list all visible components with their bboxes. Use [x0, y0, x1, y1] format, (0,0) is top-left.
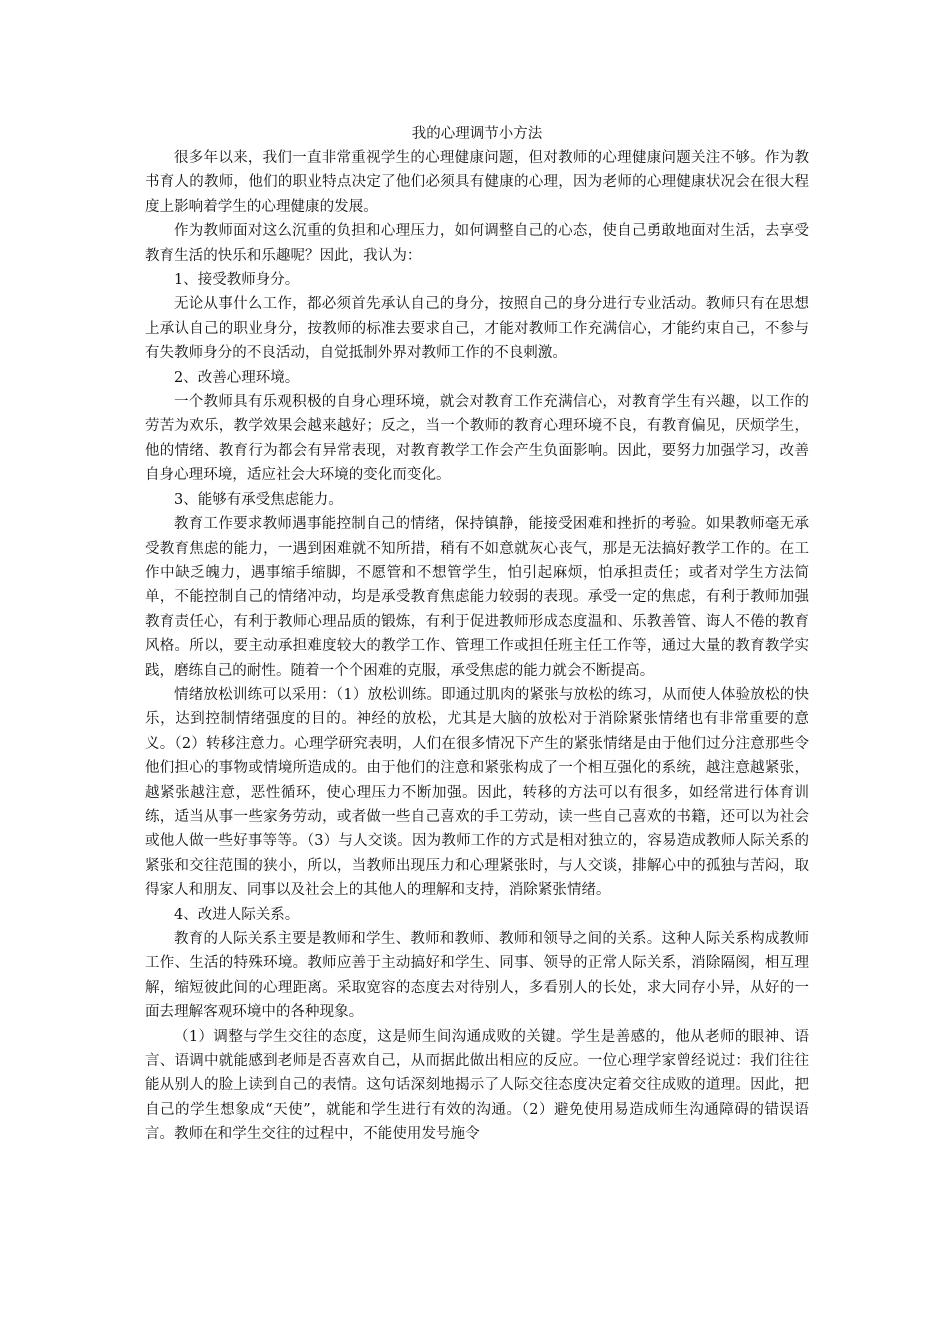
- paragraph-intro: 很多年以来，我们一直非常重视学生的心理健康问题，但对教师的心理健康问题关注不够。作为教书育人的教师，他们的职业特点决定了他们必须具有健康的心理，因为老师的心理健康状况会在很大程度上影响着学生的心理健康的发展。: [145, 150, 809, 215]
- section-heading-2: 2、改善心理环境。: [174, 369, 300, 386]
- document-title: 我的心理调节小方法: [411, 126, 543, 142]
- paragraph-relaxation: 情绪放松训练可以采用：（1）放松训练。即通过肌肉的紧张与放松的练习，从而使人体验放松的快乐，达到控制情绪强度的目的。神经的放松，尤其是大脑的放松对于消除紧张情绪也有非常重要的意义。（2）转移注意力。心理学研究表明，人们在很多情况下产生的紧张情绪是由于他们过分注意那些令他们担心的事物或情境所造成的。由于他们的注意和紧张构成了一个相互强化的系统，越注意越紧张，越紧张越注意，恶性循环，使心理压力不断加强。因此，转移的方法可以有很多，如经常进行体育训练，适当从事一些家务劳动，或者做一些自己喜欢的手工劳动，读一些自己喜欢的书籍，还可以为社会或他人做一些好事等等。（3）与人交谈。因为教师工作的方式是相对独立的，容易造成教师人际关系的紧张和交往范围的狭小，所以，当教师出现压力和心理紧张时，与人交谈，排解心中的孤独与苦闷，取得家人和朋友、同事以及社会上的其他人的理解和支持，消除紧张情绪。: [145, 686, 809, 899]
- paragraph-student-communication: （1）调整与学生交往的态度，这是师生间沟通成败的关键。学生是善感的，他从老师的眼神、语言、语调中就能感到老师是否喜欢自己，从而据此做出相应的反应。一位心理学家曾经说过：我们往往能从别人的脸上读到自己的表情。这句话深刻地揭示了人际交往态度决定着交往成败的道理。因此，把自己的学生想象成“天使”，就能和学生进行有效的沟通。（2）避免使用易造成师生沟通障碍的错误语言。教师在和学生交往的过程中，不能使用发号施令: [145, 1028, 809, 1143]
- paragraph-environment: 一个教师具有乐观积极的自身心理环境，就会对教育工作充满信心，对教育学生有兴趣，以工作的劳苦为欢乐，教学效果会越来越好；反之，当一个教师的教育心理环境不良，有教育偏见，厌烦学生，他的情绪、教育行为都会有异常表现，对教育教学工作会产生负面影响。因此，要努力加强学习，改善自身心理环境，适应社会大环境的变化而变化。: [145, 394, 809, 484]
- document-page: [145, 122, 809, 1147]
- section-heading-3: 3、能够有承受焦虑能力。: [174, 491, 343, 508]
- paragraph-question: 作为教师面对这么沉重的负担和心理压力，如何调整自己的心态，使自己勇敢地面对生活，去享受教育生活的快乐和乐趣呢？因此，我认为：: [145, 223, 809, 264]
- paragraph-identity: 无论从事什么工作，都必须首先承认自己的身分，按照自己的身分进行专业活动。教师只有在思想上承认自己的职业身分，按教师的标准去要求自己，才能对教师工作充满信心，才能约束自己，不参与有失教师身分的不良活动，自觉抵制外界对教师工作的不良刺激。: [145, 296, 809, 362]
- section-heading-1: 1、接受教师身分。: [174, 272, 300, 289]
- section-heading-4: 4、改进人际关系。: [174, 906, 300, 923]
- paragraph-anxiety: 教育工作要求教师遇事能控制自己的情绪，保持镇静，能接受困难和挫折的考验。如果教师毫无承受教育焦虑的能力，一遇到困难就不知所措，稍有不如意就灰心丧气，那是无法搞好教学工作的。在工作中缺乏魄力，遇事缩手缩脚，不愿管和不想管学生，怕引起麻烦，怕承担责任；或者对学生方法简单，不能控制自己的情绪冲动，均是承受教育焦虑能力较弱的表现。承受一定的焦虑，有利于教师加强教育责任心，有利于教师心理品质的锻炼，有利于促进教师形成态度温和、乐教善管、诲人不倦的教育风格。所以，要主动承担难度较大的教学工作、管理工作或担任班主任工作等，通过大量的教育教学实践，磨练自己的耐性。随着一个个困难的克服，承受焦虑的能力就会不断提高。: [145, 516, 809, 679]
- paragraph-relationships: 教育的人际关系主要是教师和学生、教师和教师、教师和领导之间的关系。这种人际关系构成教师工作、生活的特殊环境。教师应善于主动搞好和学生、同事、领导的正常人际关系，消除隔阂，相互理解，缩短彼此间的心理距离。采取宽容的态度去对待别人，多看别人的长处，求大同存小异，从好的一面去理解客观环境中的各种现象。: [145, 931, 809, 1021]
